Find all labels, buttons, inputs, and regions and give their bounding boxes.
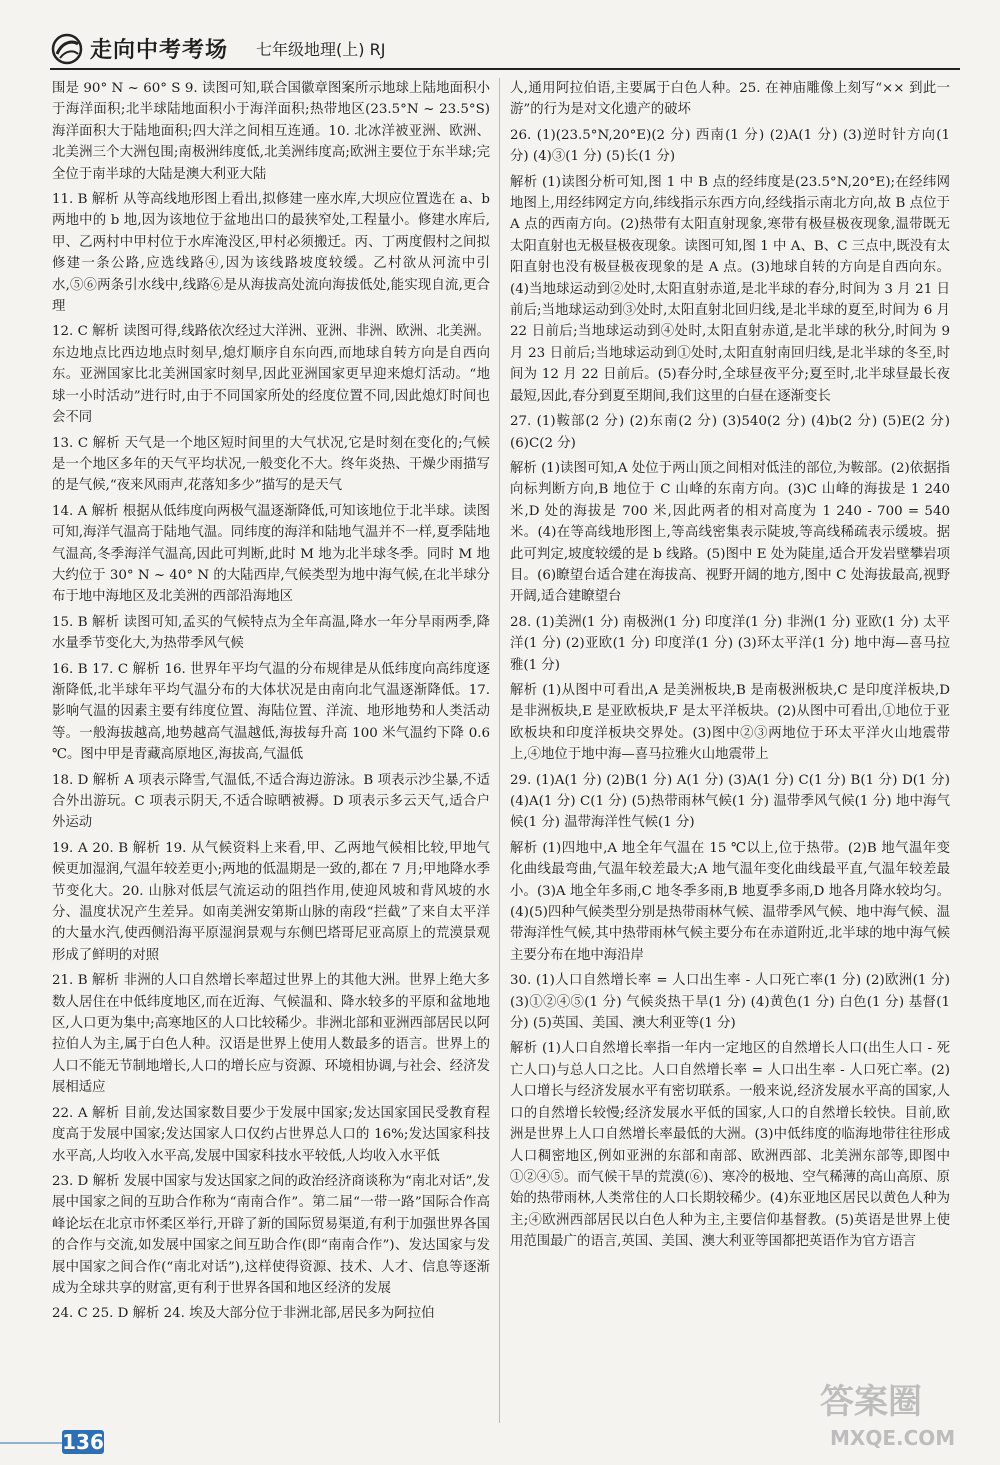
- answer-entry: 14. A 解析 根据从低纬度向两极气温逐渐降低,可知该地位于北半球。读图可知,海洋气温高于陆地气温。同纬度的海洋和陆地气温并不一样,夏季陆地气温高,冬季海洋气温高,因此可判断,此时 M 地为北半球冬季。同时 M 地大约位于 30° N ~ 40° N 的大陆西岸,气候类型为地中海气候,在北半球分布于地中海地区及北美洲的西部沿海地区: [52, 503, 490, 605]
- page-number: 136: [62, 1430, 104, 1454]
- answer-entry: 26. (1)(23.5°N,20°E)(2 分) 西南(1 分) (2)A(1 分) (3)逆时针方向(1 分) (4)③(1 分) (5)长(1 分): [510, 127, 950, 165]
- answer-entry: 18. D 解析 A 项表示降雪,气温低,不适合海边游泳。B 项表示沙尘暴,不适合外出游玩。C 项表示阴天,不适合晾晒被褥。D 项表示多云天气,适合户外运动: [52, 772, 490, 831]
- answer-entry: 28. (1)美洲(1 分) 南极洲(1 分) 印度洋(1 分) 非洲(1 分) 亚欧(1 分) 太平洋(1 分) (2)亚欧(1 分) 印度洋(1 分) (3)环太平洋(1 分) 地中海—喜马拉雅(1 分): [510, 614, 950, 673]
- right-column: [510, 78, 950, 1257]
- answer-entry: 16. B 17. C 解析 16. 世界年平均气温的分布规律是从低纬度向高纬度逐渐降低,北半球年平均气温分布的大体状况是由南向北气温逐渐降低。17. 影响气温的因素主要有纬度位置、海陆位置、洋流、地形地势和人类活动等。一般海拔越高,地势越高气温越低,海拔每升高 100 米气温约下降 0.6 ℃。图中甲是青藏高原地区,海拔高,气温低: [52, 661, 490, 763]
- answer-entry: 23. D 解析 发展中国家与发达国家之间的政治经济商谈称为“南北对话”,发展中国家之间的互助合作称为“南南合作”。第二届“一带一路”国际合作高峰论坛在北京市怀柔区举行,开辟了新的国际贸易渠道,有利于加强世界各国的合作与交流,如发展中国家之间互助合作(即“南南合作”)、发达国家与发展中国家之间合作(“南北对话”),这样使得资源、技术、人才、信息等逐渐成为全球共享的财富,更有利于世界各国和地区经济的发展: [52, 1173, 490, 1296]
- page-number-rule: [0, 1442, 62, 1444]
- answer-entry: 22. A 解析 目前,发达国家数目要少于发展中国家;发达国家国民受教育程度高于发展中国家;发达国家人口仅约占世界总人口的 16%;发达国家科技水平高,人均收入水平高,发展中国家科技水平较低,人均收入水平低: [52, 1105, 490, 1164]
- answer-entry: 21. B 解析 非洲的人口自然增长率超过世界上的其他大洲。世界上绝大多数人居住在中低纬度地区,而在近海、气候温和、降水较多的平原和盆地地区,人口更为集中;高寒地区的人口比较稀少。非洲北部和亚洲西部居民以阿拉伯人为主,属于白色人种。汉语是世界上使用人数最多的语言。世界上的人口不能无节制地增长,人口的增长应与资源、环境相协调,与社会、经济发展相适应: [52, 973, 490, 1096]
- watermark-main: 答案圈: [820, 1382, 922, 1422]
- answer-entry: 围是 90° N ~ 60° S 9. 读图可知,联合国徽章图案所示地球上陆地面积小于海洋面积;北半球陆地面积小于海洋面积;热带地区(23.5°N ~ 23.5°S)海洋面积大于陆地面积;四大洋之间相互连通。10. 北冰洋被亚洲、欧洲、北美洲三个大洲包围;南极洲纬度低,北美洲纬度高;欧洲主要位于东半球;完全位于南半球的大陆是澳大利亚大陆: [52, 81, 490, 182]
- answer-entry: 29. (1)A(1 分) (2)B(1 分) A(1 分) (3)A(1 分) C(1 分) B(1 分) D(1 分) (4)A(1 分) C(1 分) (5)热带雨林气候(1 分) 温带季风气候(1 分) 地中海气候(1 分) 温带海洋性气候(1 分): [510, 772, 950, 831]
- answer-entry: 27. (1)鞍部(2 分) (2)东南(2 分) (3)540(2 分) (4)b(2 分) (5)E(2 分) (6)C(2 分): [510, 414, 950, 451]
- answer-entry: 解析 (1)从图中可看出,A 是美洲板块,B 是南极洲板块,C 是印度洋板块,D 是非洲板块,E 是亚欧板块,F 是太平洋板块。(2)从图中可看出,①地位于亚欧板块和印度洋板块交界处。(3)图中②③两地位于环太平洋火山地震带上,④地位于地中海—喜马拉雅火山地震带上: [510, 682, 950, 763]
- answer-entry: 11. B 解析 从等高线地形图上看出,拟修建一座水库,大坝应位置选在 a、b 两地中的 b 地,因为该地位于盆地出口的最狭窄处,工程量小。修建水库后,甲、乙两村中甲村位于水库淹没区,甲村必须搬迁。丙、丁两度假村之间拟修建一条公路,应选线路④,因为该线路坡度较缓。乙村欲从河流中引水,⑤⑥两条引水线中,线路⑥是从海拔高处流向海拔低处,能实现自流,更合理: [52, 192, 490, 315]
- answer-entry: 解析 (1)人口自然增长率指一年内一定地区的自然增长人口(出生人口 - 死亡人口)与总人口之比。人口自然增长率 = 人口出生率 - 人口死亡率。(2)人口增长与经济发展水平有密切联系。一般来说,经济发展水平高的国家,人口的自然增长较慢;经济发展水平低的国家,人口的自然增长较快。目前,欧洲是世界上人口自然增长率最低的大洲。(3)中低纬度的临海地带往往形成人口稠密地区,例如亚洲的东部和南部、欧洲西部、北美洲东部等,即图中①②④⑤。而气候干旱的荒漠(⑥)、寒冷的极地、空气稀薄的高山高原、原始的热带雨林,人类常住的人口长期较稀少。(4)东亚地区居民以黄色人种为主;④欧洲西部居民以白色人种为主,主要信仰基督教。(5)英语是世界上使用范围最广的语言,英国、美国、澳大利亚等国都把英语作为官方语言: [510, 1041, 950, 1250]
- answer-entry: 24. C 25. D 解析 24. 埃及大部分位于非洲北部,居民多为阿拉伯: [52, 1306, 435, 1322]
- answer-entry: 15. B 解析 读图可知,孟买的气候特点为全年高温,降水一年分旱雨两季,降水量季节变化大,为热带季风气候: [52, 614, 490, 652]
- answer-entry: 人,通用阿拉伯语,主要属于白色人种。25. 在神庙雕像上刻写“×× 到此一游”的行为是对文化遗产的破坏: [510, 81, 950, 118]
- left-column: [52, 78, 490, 1329]
- header-divider: [50, 68, 960, 70]
- answer-entry: 解析 (1)读图可知,A 处位于两山顶之间相对低洼的部位,为鞍部。(2)依据指向标判断方向,B 地位于 C 山峰的东南方向。(3)C 山峰的海拔是 1 240 米,D 处的海拔是 700 米,因此两者的相对高度为 1 240 - 700 = 540 米。(4)在等高线地形图上,等高线密集表示陡坡,等高线稀疏表示缓坡。据此可判定,坡度较缓的是 b 线路。(5)图中 E 处为陡崖,适合开发岩壁攀岩项目。(6)瞭望台适合建在海拔高、视野开阔的地方,图中 C 处海拔最高,视野开阔,适合建瞭望台: [510, 460, 950, 605]
- answer-entry: 13. C 解析 天气是一个地区短时间里的大气状况,它是时刻在变化的;气候是一个地区多年的天气平均状况,一般变化不大。终年炎热、干燥少雨描写的是气候,“夜来风雨声,花落知多少”描写的是天气: [52, 435, 490, 494]
- answer-entry: 12. C 解析 读图可得,线路依次经过大洋洲、亚洲、非洲、欧洲、北美洲。东边地点比西边地点时刻早,熄灯顺序自东向西,而地球自转方向是自西向东。亚洲国家比北美洲国家时刻早,因此亚洲国家更早迎来熄灯活动。“地球一小时活动”进行时,由于不同国家所处的经度位置不同,因此熄灯时间也会不同: [52, 324, 490, 426]
- watermark-logo: [780, 1375, 980, 1455]
- answer-entry: 解析 (1)读图分析可知,图 1 中 B 点的经纬度是(23.5°N,20°E);在经纬网地图上,用经纬网定方向,纬线指示东西方向,经线指示南北方向,故 B 点位于 A 点的西南方向。(2)热带有太阳直射现象,寒带有极昼极夜现象,温带既无太阳直射也无极昼极夜现象。读图可知,图 1 中 A、B、C 三点中,既没有太阳直射也没有极昼极夜现象的是 A 点。(3)地球自转的方向是自西向东。(4)当地球运动到②处时,太阳直射赤道,是北半球的春分,时间为 3 月 21 日前后;当地球运动到③处时,太阳直射北回归线,是北半球的夏至,时间为 6 月 22 日前后;当地球运动到④处时,太阳直射赤道,是北半球的秋分,时间为 9 月 23 日前后;当地球运动到①处时,太阳直射南回归线,是北半球的冬至,时间为 12 月 22 日前后。(5)春分时,全球昼夜平分;夏至时,北半球昼最长夜最短,因此,春分到夏至期间,我们这里的白昼在逐渐变长: [510, 174, 950, 404]
- answer-entry: 解析 (1)四地中,A 地全年气温在 15 ℃以上,位于热带。(2)B 地气温年变化曲线最弯曲,气温年较差最大;A 地气温年变化曲线最平直,气温年较差最小。(3)A 地全年多雨,C 地冬季多雨,B 地夏季多雨,D 地各月降水较均匀。(4)(5)四种气候类型分别是热带雨林气候、温带季风气候、地中海气候、温带海洋性气候,其中热带雨林气候主要分布在赤道附近,北半球的地中海气候主要分布在地中海沿岸: [510, 840, 950, 963]
- book-subtitle: 七年级地理(上) RJ: [256, 40, 386, 59]
- brand-logo-icon: [50, 32, 84, 66]
- column-divider: [499, 78, 500, 1423]
- page-header: [50, 28, 960, 72]
- brand-title: 走向中考考场: [90, 38, 229, 63]
- watermark-url: MXQE.COM: [830, 1426, 956, 1450]
- answer-entry: 30. (1)人口自然增长率 = 人口出生率 - 人口死亡率(1 分) (2)欧洲(1 分) (3)①②④⑤(1 分) 气候炎热干旱(1 分) (4)黄色(1 分) 白色(1 分) 基督(1 分) (5)英国、美国、澳大利亚等(1 分): [510, 973, 950, 1032]
- answer-entry: 19. A 20. B 解析 19. 从气候资料上来看,甲、乙两地气候相比较,甲地气候更加湿润,气温年较差更小;两地的低温期是一致的,都在 7 月;甲地降水季节变化大。20. 山脉对低层气流运动的阻挡作用,使迎风坡和背风坡的水分、温度状况产生差异。如南美洲安第斯山脉的南段“拦截”了来自太平洋的大量水汽,使西侧沿海平原湿润景观与东侧巴塔哥尼亚高原上的荒漠景观形成了鲜明的对照: [52, 840, 490, 963]
